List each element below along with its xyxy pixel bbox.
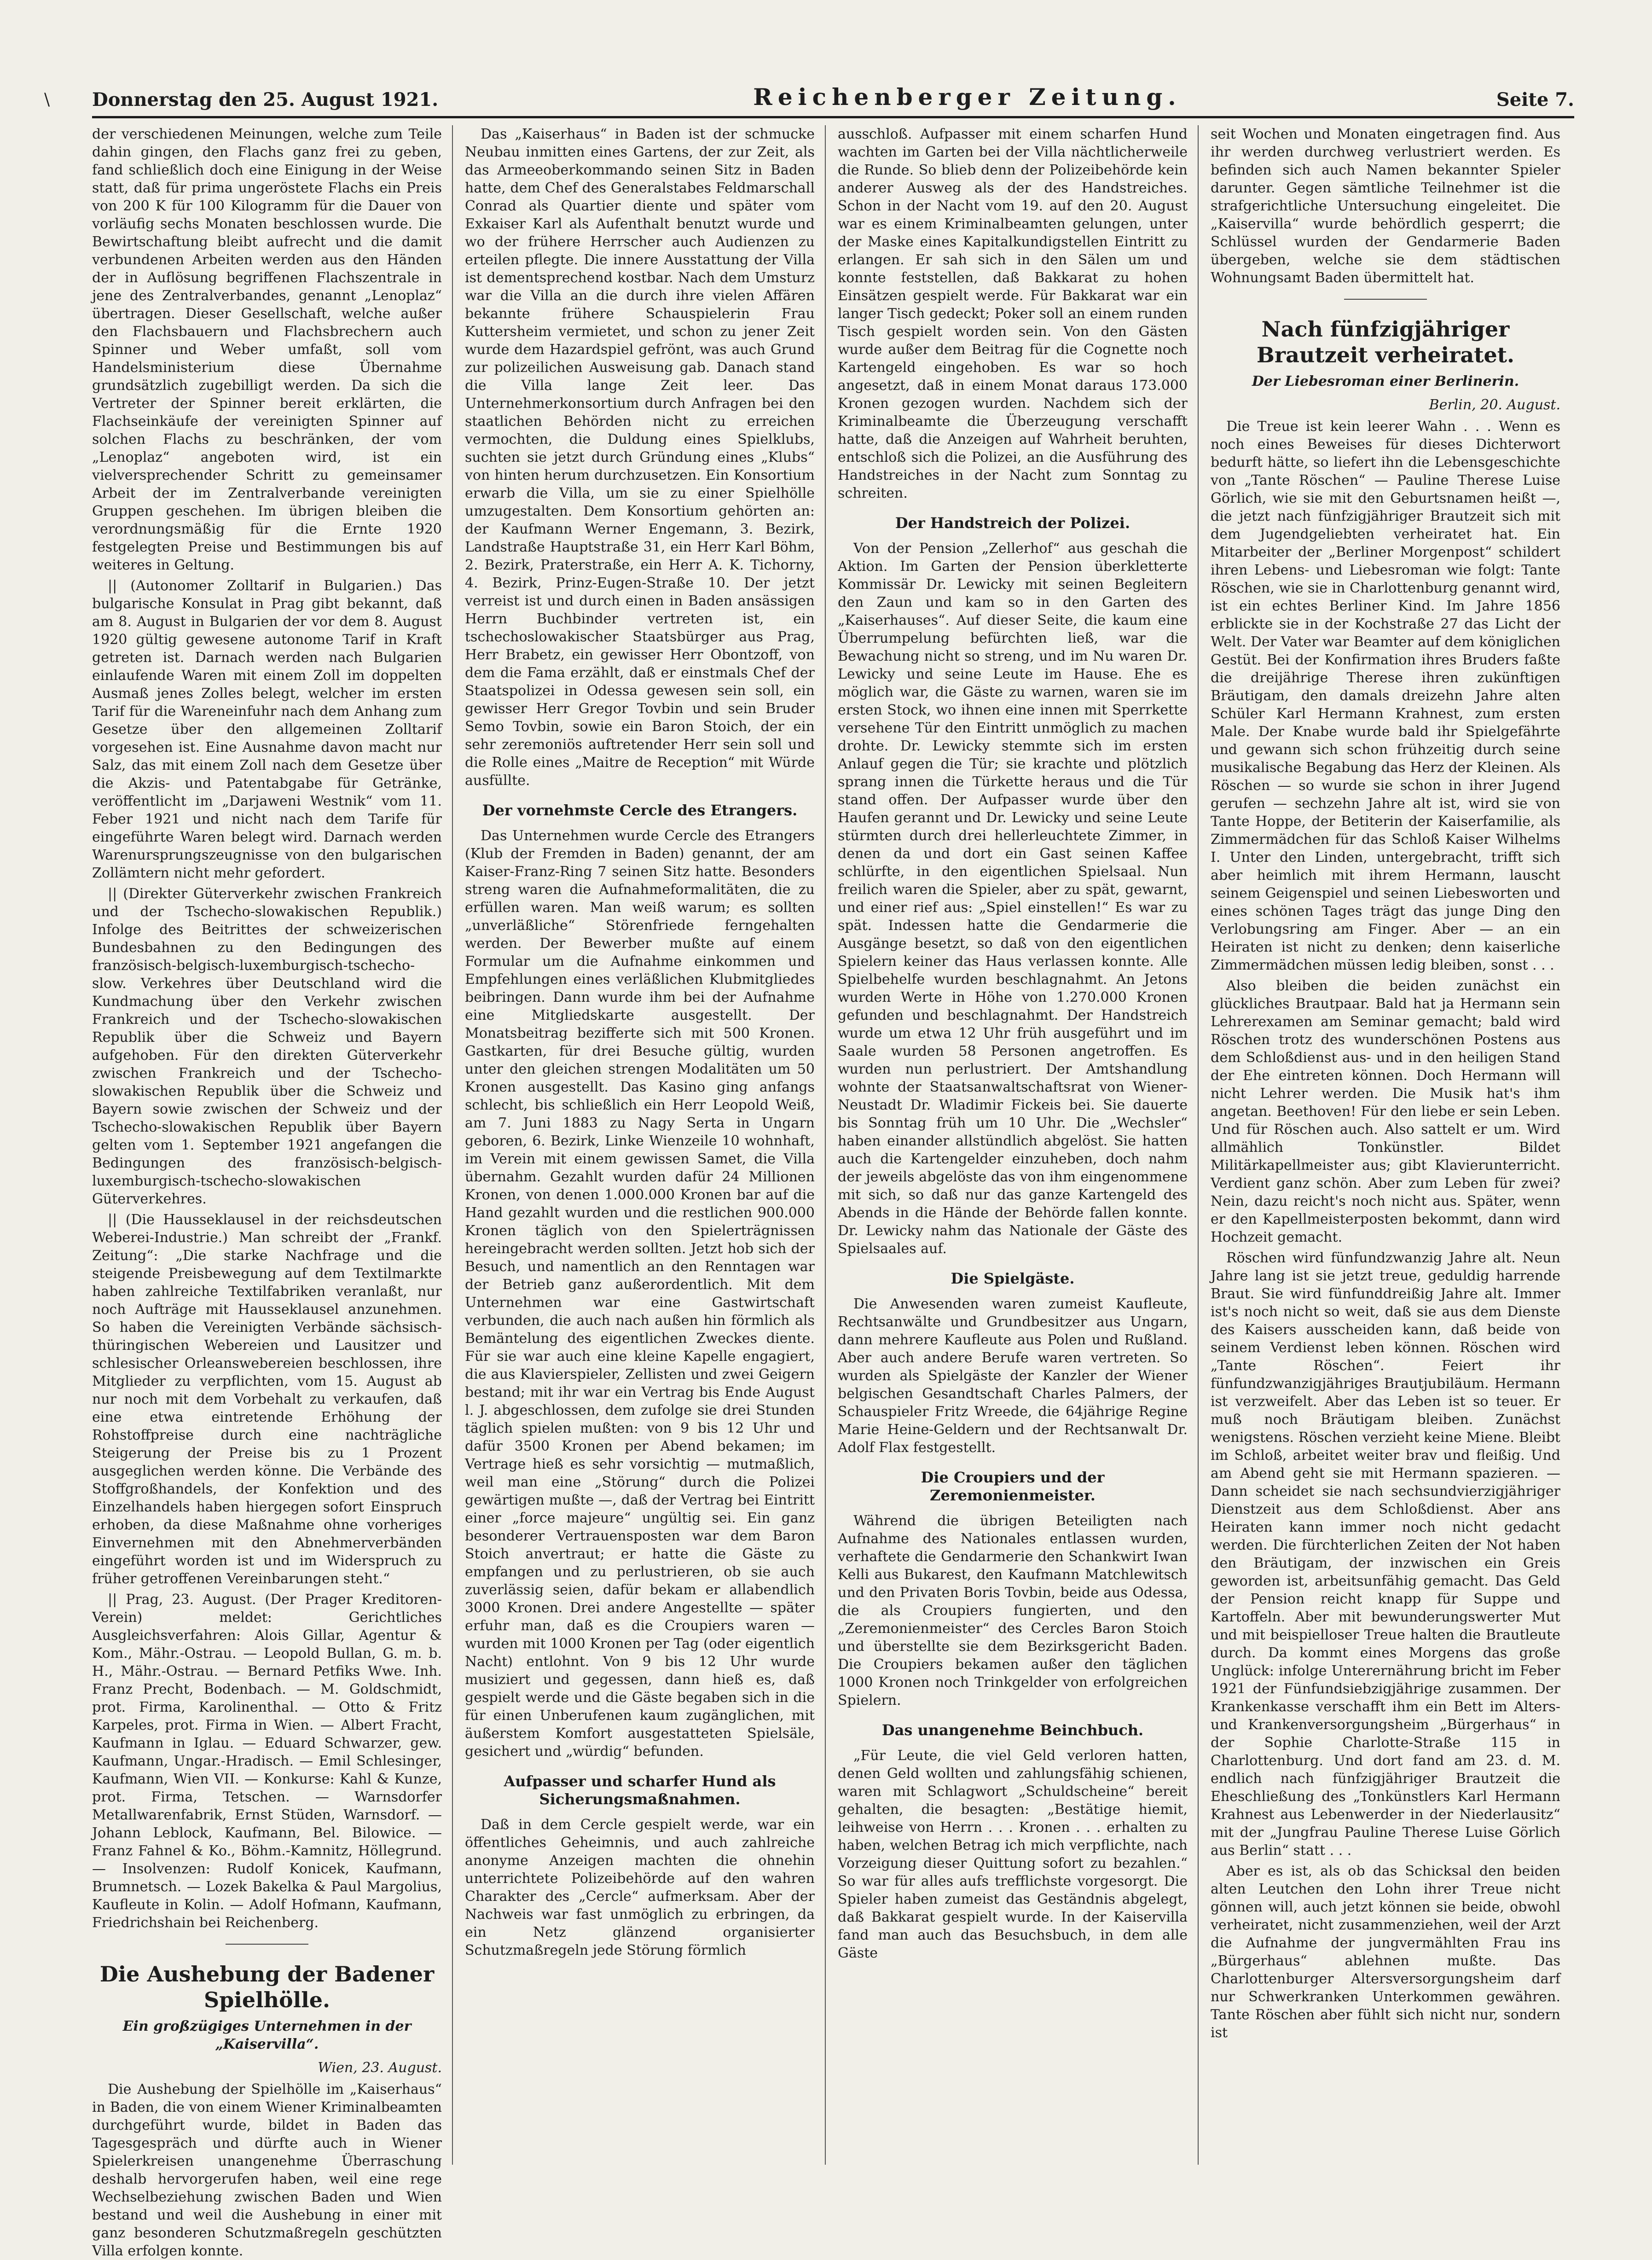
article-subtitle: Ein großzügiges Unternehmen in der „Kaiservilla“. [122,2018,412,2052]
news-item-weaving: || (Die Hausseklausel in der reichsdeutschen Weberei-Industrie.) Man schreibt der „Frankf. Zeitung“: „Die starke Nachfrage und die steigende Preisbewegung auf dem Textilmarkte haben zahlreiche Textilfabriken veranlaßt, nur noch Aufträge mit Hausseklausel anzunehmen. So haben die Vereinigten Verbände sächsisch-thüringischen Webereien und Lausitzer und schlesischer Orleanswebereien beschlossen, ihre Mitglieder zu verpflichten, vom 15. August ab nur noch mit dem Vorbehalt zu verkaufen, daß eine etwa eintretende Erhöhung der Rohstoffpreise durch eine nachträgliche Steigerung der Preise bis zu 1 Prozent ausgeglichen werden könne. Die Verbände des Stoffgroßhandels, der Konfektion und des Einzelhandels haben hiergegen sofort Einspruch erhoben, da diese Maßnahme ohne vorheriges Einvernehmen mit den Abnehmerverbänden eingeführt worden ist und im Widerspruch zu früher getroffenen Vereinbarungen steht.“ [92,1212,442,1587]
article-separator [1344,299,1427,300]
section-heading: Die Spielgäste. [951,1270,1075,1287]
article-paragraph: Röschen wird fünfundzwanzig Jahre alt. Neun Jahre lang ist sie jetzt treue, geduldig harrende Braut. Sie wird fünfunddreißig Jahre alt. Immer ist's noch nicht so weit, daß sie aus dem Dienste des Kaisers ausscheiden kann, daß beide von seinem Verdienst leben können. Röschen wird „Tante Röschen“. Feiert ihr fünfundzwanzigjähriges Brautjubiläum. Hermann ist verzweifelt. Aber das Leben ist so teuer. Er muß noch Bräutigam bleiben. Zunächst wenigstens. Röschen verzieht keine Miene. Bleibt im Schloß, arbeitet weiter brav und fleißig. Und am Abend geht sie mit Hermann spazieren. — Dann scheidet sie nach sechsundvierzigjähriger Dienstzeit aus dem Schloßdienst. Aber ans Heiraten kann immer noch nicht gedacht werden. Die fürchterlichen Zeiten der Not haben den Bräutigam, der inzwischen ein Greis geworden ist, arbeitsunfähig gemacht. Das Geld der Pension reicht knapp für Suppe und Kartoffeln. Aber mit bewunderungswerter Mut und mit beispielloser Treue halten die Brautleute durch. Da kommt eines Morgens das große Unglück: infolge Unterernährung bricht im Feber 1921 der Fünfundsiebzigjährige zusammen. Der Krankenkasse verschafft ihm ein Bett im Alters- und Krankenversorgungsheim „Bürgerhaus“ in der Sophie Charlotte-Straße 115 in Charlottenburg. Und dort fand am 23. d. M. endlich nach fünfzigjähriger Brautzeit die Eheschließung des „Tonkünstlers Karl Hermann Krahnest aus Lebenwerder in der Niederlausitz“ mit der „Jungfrau Pauline Therese Luise Görlich aus Berlin“ statt . . . [1211,1250,1560,1859]
news-item-bulgaria: || (Autonomer Zolltarif in Bulgarien.) Das bulgarische Konsulat in Prag gibt bekannt, daß am 8. August in Bulgarien der vor dem 8. August 1920 gültig gewesene autonome Tarif in Kraft getreten ist. Darnach werden nach Bulgarien einlaufende Waren mit einem Zoll im doppelten Ausmaß jenes Zolles belegt, welcher im ersten Tarif für die Wareneinfuhr nach dem Anhang zum Gesetze über den allgemeinen Zolltarif vorgesehen ist. Eine Ausnahme davon macht nur Salz, das mit einem Zoll nach dem Gesetze über die Akzis- und Patentabgabe für Getränke, veröffentlicht im „Darjaweni Westnik“ vom 11. Feber 1921 und nicht nach dem Tarife für eingeführte Waren belegt wird. Darnach werden Warenursprungszeugnisse von den bulgarischen Zollämtern nicht mehr gefordert. [92,578,442,881]
article-paragraph: Die Anwesenden waren zumeist Kaufleute, Rechtsanwälte und Grundbesitzer aus Ungarn, dann mehrere Kaufleute aus Polen und Rußland. Aber auch andere Berufe waren vertreten. So wurden als Spielgäste der Kanzler der Wiener belgischen Gesandtschaft Charles Palmers, der Schauspieler Fritz Wreede, die 64jährige Regine Marie Heine-Geldern und der Rechtsanwalt Dr. Adolf Flax festgestellt. [838,1296,1188,1456]
article-paragraph: Daß in dem Cercle gespielt werde, war ein öffentliches Geheimnis, und auch zahlreiche anonyme Anzeigen machten die ohnehin unterrichtete Polizeibehörde auf den wahren Charakter des „Cercle“ aufmerksam. Aber der Nachweis war fast unmöglich zu erbringen, da ein Netz glänzend organisierter Schutzmaßregeln jede Störung förmlich [465,1817,815,1958]
article-title: Nach fünfzigjähriger Brautzeit verheiratet. [1257,317,1514,367]
article-paragraph: Während die übrigen Beteiligten nach Aufnahme des Nationales entlassen wurden, verhaftete die Gendarmerie den Schankwirt Iwan Kelli aus Bukarest, den Kaufmann Matchlewitsch und den Privaten Boris Tovbin, beide aus Odessa, die als Croupiers fungierten, und den „Zeremonienmeister“ des Cercles Baron Stoich und überstellte sie dem Bezirksgericht Baden. Die Croupiers bekamen außer den täglichen 1000 Kronen noch Trinkgelder von erfolgreichen Spielern. [838,1513,1188,1708]
article-paragraph: Die Aushebung der Spielhölle im „Kaiserhaus“ in Baden, die von einem Wiener Kriminalbeamten durchgeführt wurde, bildet in Baden das Tagesgespräch und dürfte auch in Wiener Spielerkreisen unangenehme Überraschung deshalb hervorgerufen haben, weil eine rege Wechselbeziehung zwischen Baden und Wien bestand und weil die Aushebung in einer mit ganz besonderen Schutzmaßregeln geschützten Villa erfolgen konnte. [92,2081,442,2259]
article-paragraph: ausschloß. Aufpasser mit einem scharfen Hund wachten im Garten bei der Villa nächtlicherweile die Runde. So blieb denn der Polizeibehörde kein anderer Ausweg als der des Handstreiches. Schon in der Nacht vom 19. auf den 20. August war es einem Kriminalbeamten gelungen, unter der Maske eines Kapitalkundigstellen Eintritt zu erlangen. Er sah sich in den Sälen um und konnte feststellen, daß Bakkarat zu hohen Einsätzen gespielt werde. Für Bakkarat war ein langer Tisch gedeckt; Poker soll an einem runden Tisch gespielt worden sein. Von den Gästen wurde außer dem Beitrag für die Cognette noch Kartengeld eingehoben. Es war so hoch angesetzt, daß in einem Monat daraus 173.000 Kronen gezogen wurden. Nachdem sich der Kriminalbeamte die Überzeugung verschafft hatte, daß die Anzeigen auf Wahrheit beruhten, entschloß sich die Polizei, an die Ausführung des Handstreiches in der Nacht zum Sonntag zu schreiten. [838,126,1188,501]
issue-date: Donnerstag den 25. August 1921. [92,89,439,110]
header-rule [92,116,1574,118]
article-paragraph: Also bleiben die beiden zunächst ein glückliches Brautpaar. Bald hat ja Hermann sein Lehrerexamen am Seminar gemacht; bald wird Röschen trotz des wunderschönen Postens aus dem Schloßdienst aus- und in den heiligen Stand der Ehe eintreten können. Doch Hermann will nicht Lehrer werden. Die Musik hat's ihm angetan. Beethoven! Für den liebe er sein Leben. Und für Röschen auch. Also sattelt er um. Wird allmählich Tonkünstler. Bildet Militärkapellmeister aus; gibt Klavierunterricht. Verdient ganz schön. Aber zum Leben für zwei? Nein, dazu reicht's noch nicht aus. Später, wenn er den Kapellmeisterposten bekommt, dann wird Hochzeit gemacht. [1211,978,1560,1245]
article-dateline: Berlin, 20. August. [1429,397,1560,413]
page-header [92,78,1574,110]
section-heading: Die Croupiers und der Zeremonienmeister. [921,1469,1105,1504]
article-paragraph: Die Treue ist kein leerer Wahn . . . Wenn es noch eines Beweises für dieses Dichterwort bedurft hätte, so liefert ihn die Lebensgeschichte von „Tante Röschen“ — Pauline Therese Luise Görlich, wie sie mit den Geburtsnamen heißt —, die jetzt nach fünfzigjähriger Brautzeit sich mit dem Jugendgeliebten verheiratet hat. Ein Mitarbeiter der „Berliner Morgenpost“ schildert ihren Lebens- und Liebesroman wie folgt: Tante Röschen, wie sie in Charlottenburg genannt wird, ist ein echtes Berliner Kind. Im Jahre 1856 erblickte sie in der Kochstraße 27 das Licht der Welt. Der Vater war Beamter auf dem königlichen Gestüt. Bei der Konfirmation ihres Bruders faßte die dreijährige Therese ihren zukünftigen Bräutigam, den damals dreizehn Jahre alten Schüler Karl Hermann Krahnest, zum ersten Male. Der Knabe wurde bald ihr Spielgefährte und gewann sich schon frühzeitig durch seine musikalische Begabung das Herz der Kleinen. Als Röschen — so wurde sie schon in ihrer Jugend gerufen — sechzehn Jahre alt ist, wird sie von Tante Hoppe, der Betiterin der Kaiserfamilie, als Zimmermädchen für das Schloß Kaiser Wilhelms I. Unter den Linden, untergebracht, trifft sich aber heimlich mit ihrem Hermann, lauscht seinem Geigenspiel und seinen Liebesworten und eines schönen Tages trägt das junge Ding den Verlobungsring am Finger. Aber — an ein Heiraten ist nicht zu denken; denn kaiserliche Zimmermädchen müssen ledig bleiben, sonst . . . [1211,418,1560,973]
section-heading: Der Handstreich der Polizei. [895,514,1130,532]
section-heading: Aufpasser und scharfer Hund als Sicherungsmaßnahmen. [504,1772,776,1808]
article-paragraph: seit Wochen und Monaten eingetragen find. Aus ihr werden durchweg verlustriert werden. Es befinden sich auch Namen bekannter Spieler darunter. Gegen sämtliche Teilnehmer ist die strafgerichtliche Untersuchung eingeleitet. Die „Kaiservilla“ wurde behördlich gesperrt; die Schlüssel wurden der Gendarmerie Baden übergeben, welche sie dem städtischen Wohnungsamt Baden übermittelt hat. [1211,126,1560,286]
article-paragraph: „Für Leute, die viel Geld verloren hatten, denen Geld wollten und zahlungsfähig schienen, waren mit Schlagwort „Schuldscheine“ bereit gehalten, die besagten: „Bestätige hiemit, leihweise von Herrn . . . Kronen . . . erhalten zu haben, welchen Betrag ich mich verpflichte, nach Vorzeigung dieser Quittung sofort zu bezahlen.“ So war für alles aufs trefflichste vorgesorgt. Die Spieler haben zumeist das Geständnis abgelegt, daß Bakkarat gespielt wurde. In der Kaiservilla fand man auch das Besuchsbuch, in dem alle Gäste [838,1748,1188,1961]
column-divider [825,125,826,2165]
margin-mark: \ [44,90,50,109]
newspaper-title: Reichenberger Zeitung. [753,83,1182,110]
news-item-creditors: || Prag, 23. August. (Der Prager Kreditoren-Verein) meldet: Gerichtliches Ausgleichsverfahren: Alois Gillar, Agentur & Kom., Mähr.-Ostrau. — Leopold Bullan, G. m. b. H., Mähr.-Ostrau. — Bernard Petfiks Wwe. Inh. Franz Precht, Bodenbach. — M. Goldschmidt, prot. Firma, Karolinenthal. — Otto & Fritz Karpeles, prot. Firma in Wien. — Albert Fracht, Kaufmann in Iglau. — Eduard Schwarzer, gew. Kaufmann, Ungar.-Hradisch. — Emil Schlesinger, Kaufmann, Wien VII. — Konkurse: Kahl & Kunze, prot. Firma, Tetschen. — Warnsdorfer Metallwarenfabrik, Ernst Stüden, Warnsdorf. — Johann Leblock, Kaufmann, Bel. Bilowice. — Franz Fahnel & Ko., Böhm.-Kamnitz, Höllegrund. — Insolvenzen: Rudolf Konicek, Kaufmann, Brumnetsch. — Lozek Bakelka & Paul Margolius, Kaufleute in Kolin. — Adolf Hofmann, Kaufmann, Friedrichshain bei Reichenberg. [92,1592,442,1931]
column-4 [1211,125,1560,2169]
article-paragraph: Das „Kaiserhaus“ in Baden ist der schmucke Neubau inmitten eines Gartens, der zur Zeit, als das Armeeoberkommando seinen Sitz in Baden hatte, dem Chef des Generalstabes Feldmarschall Conrad als Quartier diente und später vom Exkaiser Karl als Aufenthalt benutzt wurde und wo der frühere Herrscher auch Audienzen zu erteilen pflegte. Die innere Ausstattung der Villa ist dementsprechend kostbar. Nach dem Umsturz war die Villa an die durch ihre vielen Affären bekannte frühere Schauspielerin Frau Kuttersheim vermietet, und schon zu jener Zeit wurde dem Hazardspiel gefrönt, was auch Grund zur polizeilichen Ausweisung gab. Danach stand die Villa lange Zeit leer. Das Unternehmerkonsortium durch Anfragen bei den staatlichen Behörden nicht zu erreichen vermochten, die Duldung eines Spielklubs, suchten sie jetzt durch Gründung eines „Klubs“ von hinten herum durchzusetzen. Ein Konsortium erwarb die Villa, um sie zu einer Spielhölle umzugestalten. Dem Konsortium gehörten an: der Kaufmann Werner Engemann, 3. Bezirk, Landstraße Hauptstraße 31, ein Herr Karl Böhm, 2. Bezirk, Praterstraße, ein Herr A. K. Tichorny, 4. Bezirk, Prinz-Eugen-Straße 10. Der jetzt verreist ist und durch einen in Baden ansässigen Herrn Buchbinder vertreten ist, ein tschechoslowakischer Staatsbürger aus Prag, Herr Brabetz, ein gewisser Herr Obontzoff, von dem die Fama erzählt, daß er einstmals Chef der Staatspolizei in Odessa gewesen sein soll, ein gewisser Herr Gregor Tovbin und sein Bruder Semo Tovbin, sowie ein Baron Stoich, der ein sehr zeremoniös auftretender Herr sein soll und die Rolle eines „Maitre de Reception“ mit Würde ausfüllte. [465,126,815,789]
article-paragraph: Von der Pension „Zellerhof“ aus geschah die Aktion. Im Garten der Pension überkletterte Kommissär Dr. Lewicky mit seinen Begleitern den Zaun und kam so in den Garten des „Kaiserhauses“. Auf dieser Seite, die kaum eine Überrumpelung befürchten ließ, war die Bewachung nicht so streng, und im Nu waren Dr. Lewicky und seine Leute im Hause. Ehe es möglich war, die Gäste zu warnen, waren sie im ersten Stock, wo ihnen eine innen mit Sperrkette versehene Tür den Eintritt unmöglich zu machen drohte. Dr. Lewicky stemmte sich im ersten Anlauf gegen die Tür; sie krachte und plötzlich sprang innen die Türkette heraus und die Tür stand offen. Der Aufpasser wurde über den Haufen gerannt und Dr. Lewicky und seine Leute stürmten durch drei hellerleuchtete Zimmer, in denen da und dort ein Gast seinen Kaffee schlürfte, in den eigentlichen Spielsaal. Nun freilich waren die Spieler, aber zu spät, gewarnt, und einer rief aus: „Spiel einstellen!“ Es war zu spät. Indessen hatte die Gendarmerie die Ausgänge besetzt, so daß von den eigentlichen Spielern keiner das Haus verlassen konnte. Alle Spielbehelfe wurden beschlagnahmt. An Jetons wurden Werte in Höhe von 1.270.000 Kronen gefunden und beschlagnahmt. Der Handstreich wurde um etwa 12 Uhr früh ausgeführt und im Saale wurden 58 Personen angetroffen. Es wurden nun perlustriert. Der Amtshandlung wohnte der Staatsanwaltschaftsrat von Wiener-Neustadt Dr. Wladimir Fickeis bei. Sie dauerte bis Sonntag früh um 10 Uhr. Die „Wechsler“ haben einander allstündlich abgelöst. Sie hatten auch die Kartengelder einzuheben, doch nahm der jeweils abgelöste das von ihm eingenommene mit sich, so daß nur das ganze Kartengeld des Abends in die Hände der Behörde fallen konnte. Dr. Lewicky nahm das Nationale der Gäste des Spielsaales auf. [838,540,1188,1257]
article-title: Die Aushebung der Badener Spielhölle. [99,1962,435,2012]
page-number: Seite 7. [1496,89,1574,110]
article-dateline: Wien, 23. August. [318,2060,442,2076]
article-subtitle: Der Liebesroman einer Berlinerin. [1252,373,1519,389]
article-paragraph: der verschiedenen Meinungen, welche zum Teile dahin gingen, den Flachs ganz frei zu geben, fand schließlich doch eine Einigung in der Weise statt, daß für prima ungeröstete Flachs ein Preis von 200 K für 100 Kilogramm für die Dauer von vorläufig sechs Monaten beschlossen wurde. Die Bewirtschaftung bleibt aufrecht und die damit verbundenen Arbeiten werden aus den Händen der in Auflösung begriffenen Flachszentrale in jene des Zentralverbandes, genannt „Lenoplaz“ übertragen. Dieser Gesellschaft, welche außer den Flachsbauern und Flachsbrechern auch Spinner und Weber umfaßt, soll vom Handelsministerium diese Übernahme grundsätzlich zugebilligt werden. Da sich die Vertreter der Spinner bereit erklärten, die Flachseinkäufe der vereinigten Spinner auf solchen Flachs zu beschränken, der vom „Lenoplaz“ angeboten wird, ist ein vielversprechender Schritt zu gemeinsamer Arbeit der im Zentralverbande vereinigten Gruppen geschehen. Im übrigen bleiben die verordnungsmäßig für die Ernte 1920 festgelegten Preise und Bestimmungen bis auf weiteres in Geltung. [92,126,442,573]
article-paragraph: Aber es ist, als ob das Schicksal den beiden alten Leutchen den Lohn ihrer Treue nicht gönnen will, auch jetzt können sie beide, obwohl verheiratet, nicht zusammenziehen, weil der Arzt die Aufnahme der jungvermählten Frau ins „Bürgerhaus“ ablehnen mußte. Das Charlottenburger Altersversorgungsheim darf nur Schwerkranken Unterkommen gewähren. Tante Röschen aber fühlt sich nicht nur, sondern ist [1211,1863,1560,2041]
section-heading: Der vornehmste Cercle des Etrangers. [482,802,798,819]
section-heading: Das unangenehme Beinchbuch. [881,1721,1144,1739]
news-item-freight: || (Direkter Güterverkehr zwischen Frankreich und der Tschecho-slowakischen Republik.) Infolge des Beitrittes der schweizerischen Bundesbahnen zu den Bedingungen des französisch-belgisch-luxemburgisch-tschecho-slow. Verkehres über Deutschland wird die Kundmachung über den Verkehr zwischen Frankreich und der Tschecho-slowakischen Republik über die Schweiz und Bayern aufgehoben. Für den direkten Güterverkehr zwischen Frankreich und der Tschecho-slowakischen Republik über die Schweiz und Bayern sowie zwischen der Schweiz und der Tschecho-slowakischen Republik über Bayern gelten vom 1. September 1921 angefangen die Bedingungen des französisch-belgisch-luxemburgisch-tschecho-slowakischen Güterverkehres. [92,886,442,1207]
column-divider [452,125,453,2165]
column-2 [465,125,815,2169]
article-paragraph: Das Unternehmen wurde Cercle des Etrangers (Klub der Fremden in Baden) genannt, der am Kaiser-Franz-Ring 7 seinen Sitz hatte. Besonders streng waren die Aufnahmeformalitäten, die zu erfüllen waren. Man weiß warum; es sollten „unverläßliche“ Störenfriede ferngehalten werden. Der Bewerber mußte auf einem Formular um die Aufnahme einkommen und Empfehlungen eines verläßlichen Klubmitgliedes beibringen. Dann wurde ihm bei der Aufnahme eine Mitgliedskarte ausgestellt. Der Monatsbeitrag bezifferte sich mit 500 Kronen. Gastkarten, für drei Besuche gültig, wurden unter den gleichen strengen Modalitäten um 50 Kronen ausgestellt. Das Kasino ging anfangs schlecht, bis schließlich ein Herr Leopold Weiß, am 7. Juni 1883 zu Nagy Serta in Ungarn geboren, 6. Bezirk, Linke Wienzeile 10 wohnhaft, im Verein mit einem gewissen Samet, die Villa übernahm. Gezahlt wurden dafür 24 Millionen Kronen, von denen 1.000.000 Kronen bar auf die Hand gezahlt wurden und die restlichen 900.000 Kronen täglich von den Spielerträgnissen hereingebracht werden sollten. Jetzt hob sich der Besuch, und namentlich an den Renntagen war der Betrieb ganz außerordentlich. Mit dem Unternehmen war eine Gastwirtschaft verbunden, die auch nach außen hin förmlich als Bemäntelung des eigentlichen Zweckes diente. Für sie war auch eine kleine Kapelle engagiert, die aus Klavierspieler, Zellisten und zwei Geigern bestand; mit ihr war ein Vertrag bis Ende August l. J. abgeschlossen, dem zufolge sie drei Stunden täglich spielen mußten: von 9 bis 12 Uhr und dafür 3500 Kronen per Abend bekamen; im Vertrage hieß es sehr vorsichtig — mutmaßlich, weil man eine „Störung“ durch die Polizei gewärtigen mußte —, daß der Vertrag bei Eintritt einer „force majeure“ ungültig sei. Ein ganz besonderer Vertrauensposten war dem Baron Stoich anvertraut; er hatte die Gäste zu empfangen und zu perlustrieren, ob sie auch zuverlässig seien, dafür bekam er allabendlich 3000 Kronen. Drei andere Angestellte — später erfuhr man, daß es die Croupiers waren — wurden mit 1000 Kronen per Tag (oder eigentlich Nacht) entlohnt. Von 9 bis 12 Uhr wurde musiziert und gegessen, dann hieß es, daß gespielt werde und die Gäste begaben sich in die für einen Unberufenen kaum zugänglichen, mit äußerstem Komfort ausgestatteten Spielsäle, gesichert und „würdig“ befunden. [465,828,815,1760]
column-divider [1198,125,1199,2165]
column-1 [92,125,442,2259]
article-separator [226,1944,308,1945]
column-3 [838,125,1188,2169]
